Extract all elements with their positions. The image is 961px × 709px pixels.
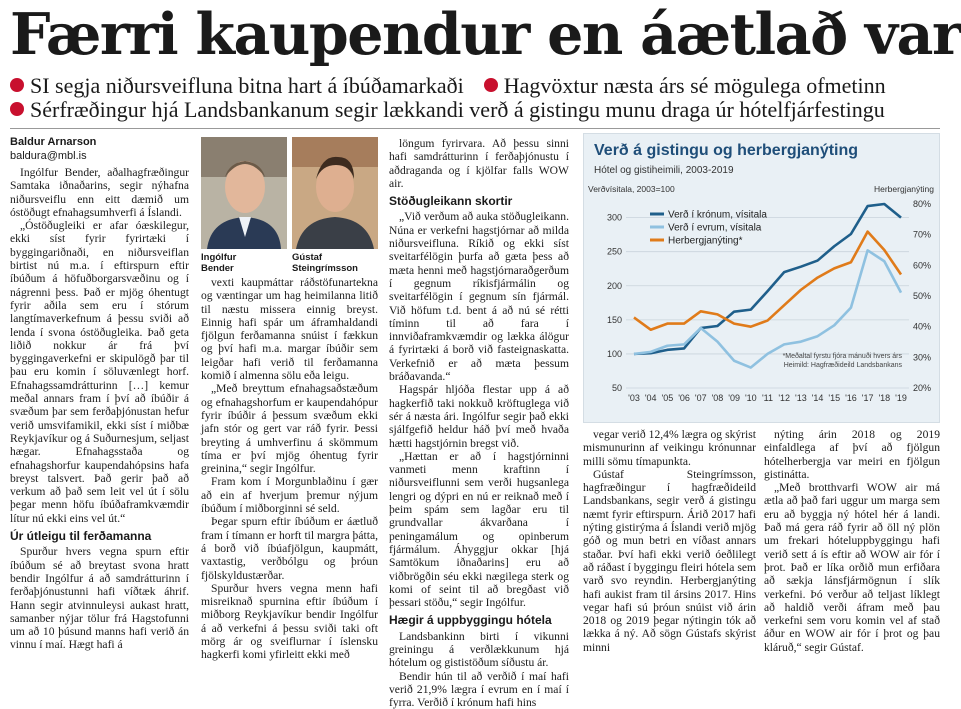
paragraph: Þegar spurn eftir íbúðum er áætluð fram í tímann er horft til margra þátta, á borð við íbúafjölgun, kaupmátt, vaxtastig, verðbólgu og þróun fjölskyldustærðar. — [201, 515, 378, 582]
x-tick-label: '12 — [778, 393, 791, 403]
y-tick-label-left: 200 — [606, 280, 622, 291]
paragraph: Landsbankinn birti í vikunni greiningu á verðlækkunum hjá hótelum og gististöðum síðustu ár. — [389, 629, 569, 670]
section-heading: Hægir á uppbyggingu hótela — [389, 613, 552, 628]
bullet-icon — [10, 78, 24, 92]
photo-gustaf-steingrimsson — [292, 137, 378, 249]
y-tick-label-right: 80% — [913, 199, 932, 209]
paragraph: Fram kom í Morgunblaðinu í gær að ein af hverjum þremur nýjum íbúðum í miðborginni sé seld. — [201, 475, 378, 516]
chart-source: Heimild: Hagfræðideild Landsbankans — [783, 362, 902, 369]
x-tick-label: '03 — [628, 393, 640, 403]
paragraph: nýting árin 2018 og 2019 einfaldlega af því að fjölgun hótelherbergja var meiri en fjölgun gistinátta. — [764, 428, 940, 481]
subhead-row-1 — [10, 74, 945, 98]
x-tick-label: '13 — [795, 393, 807, 403]
paragraph: „Með brotthvarfi WOW air má ætla að það fari uggur um marga sem eru að byggja ný hótel hér á landi. Það má gera ráð fyrir að öll ný plön um frekari hóteluppbyggingu hafi verið sett á ís eftir að WOW air fór í þrot. Það er líka orðið mun erfiðara að sækja lánsfjármögnun í slík verkefni. Þó verður að teljast líklegt að haldið verði áfram með þau verkefni sem voru komin vel af stað áður en WOW air fór í þrot og þau kláruð,“ segir Gústaf. — [764, 481, 940, 654]
paragraph: vexti kaupmáttar ráðstöfunartekna og væntingar um hag heimilanna litið til næstu missera einnig breyst. Einnig hafi spár um áframhaldandi fjölgun ferðamanna snúist í fækkun og því hafi m.a. margar íbúðir sem leigðar hafi verið til ferðamanna komið í almenna sölu eða leigu. — [201, 276, 378, 383]
y-tick-label-left: 300 — [606, 212, 622, 223]
paragraph: Spurður hvers vegna spurn eftir íbúðum sé að breytast svona hratt bendir Ingólfur á að samdrátturinn í ferðaþjónustunni hafi víðtæk áhrif. Hann segir atvinnuleysi aukast hratt, samanber nýjar tölur frá Hagstofunni um að 10 þúsund manns hafi verið án vinnu í maí. Hægt hafi á — [10, 545, 189, 652]
chart-title: Verð á gistingu og herbergjanýting — [594, 142, 859, 159]
legend-label: Herbergjanýting* — [668, 235, 743, 247]
chart-box — [583, 133, 940, 423]
x-tick-label: '07 — [694, 393, 707, 403]
column-3 — [389, 137, 569, 709]
y-tick-label-right: 40% — [913, 321, 932, 332]
chart-footnote: *Meðaltal fyrstu fjóra mánuði hvers árs — [782, 353, 902, 360]
paragraph: Bendir hún til að verðið í maí hafi verið 21,9% lægra í evrum en í maí í fyrra. Verðið í krónum hafi hins — [389, 669, 569, 709]
caption-line: Ingólfur — [201, 252, 237, 263]
subhead-2: Hagvöxtur næsta árs sé mögulega ofmetinn — [503, 73, 886, 98]
caption-line: Steingrímsson — [292, 263, 358, 274]
x-tick-label: '17 — [861, 393, 874, 403]
y-tick-label-right: 20% — [913, 383, 932, 393]
y-tick-label-right: 70% — [913, 229, 932, 240]
bullet-icon — [10, 102, 24, 116]
column-4 — [583, 428, 756, 654]
x-tick-label: '19 — [895, 393, 907, 403]
y-tick-label-left: 50 — [611, 383, 622, 393]
caption-line: Gústaf — [292, 252, 323, 263]
portrait-icon — [201, 137, 287, 249]
x-tick-label: '11 — [761, 393, 774, 403]
y-axis-label-right: Herbergjanýting — [873, 184, 934, 194]
y-tick-label-left: 250 — [606, 246, 622, 257]
author-name: Baldur Arnarson — [10, 136, 97, 148]
x-tick-label: '09 — [728, 393, 740, 403]
section-heading: Stöðugleikann skortir — [389, 194, 513, 209]
paragraph: löngum fyrirvara. Að þessu sinni hafi samdrátturinn í ferðaþjónustu í aðdraganda og í kjölfar falls WOW air. — [389, 137, 569, 190]
photo-caption-2 — [292, 252, 378, 274]
headline: Færri kaupendur en áætlað var — [10, 1, 961, 68]
x-tick-label: '05 — [661, 393, 674, 403]
y-tick-label-left: 150 — [606, 314, 622, 325]
caption-line: Bender — [201, 263, 234, 274]
x-tick-label: '06 — [678, 393, 690, 403]
byline — [10, 135, 96, 163]
paragraph: Hagspár hljóða flestar upp á að hagkerfið taki nokkuð kröftuglega við sér á næsta ári. Ingólfur segir það ekki sjálfgefið heldur háð því með hvaða hætti hagstjórnin bregst við. — [389, 383, 569, 450]
y-axis-label-left: Verðvísitala, 2003=100 — [588, 184, 675, 194]
column-5 — [764, 428, 940, 654]
author-email[interactable]: baldura@mbl.is — [10, 150, 87, 162]
x-tick-label: '04 — [644, 393, 657, 403]
portrait-icon — [292, 137, 378, 249]
x-tick-label: '10 — [744, 393, 757, 403]
y-tick-label-right: 50% — [913, 291, 932, 301]
subheads — [10, 74, 945, 122]
x-tick-label: '14 — [811, 393, 824, 403]
section-heading: Úr útleigu til ferðamanna — [10, 529, 152, 544]
y-tick-label-right: 60% — [913, 260, 932, 271]
paragraph: Spurður hvers vegna menn hafi misreiknað spurnina eftir íbúðum í miðborg Reykjavíkur bendir Ingólfur á að verkefni á þessu sviði taki oft mörg ár og sveiflurnar í íslensku hagkerfi komi yfirleitt ekki með — [201, 581, 378, 662]
paragraph: „Við verðum að auka stöðugleikann. Núna er verkefni hagstjórnar að milda niðursveifluna. Ríkið og ekki síst sveitarfélögin þurfa að gæta þess að mæta henni með hagstjórnaraðgerðum í gegnum ríkisfjármálin og sveitarfélögin í gegnum sín fjármál. Við höfum t.d. bent á að nú sé rétti tíminn til að fara í innviðaframkvæmdir og lækka álögur á fyrirtæki á borð við fasteignaskatta. Verkefnið er að mæta þessum bráðavanda.“ — [389, 210, 569, 384]
chart-subtitle: Hótel og gistiheimili, 2003-2019 — [594, 165, 734, 176]
subhead-row-2 — [10, 98, 945, 122]
y-tick-label-left: 100 — [606, 348, 622, 359]
subhead-1: SI segja niðursveifluna bitna hart á íbúðamarkaði — [30, 73, 464, 98]
subhead-3: Sérfræðingur hjá Landsbankanum segir lækkandi verð á gistingu munu draga úr hótelfjárfestingu — [30, 97, 885, 122]
column-1 — [10, 166, 189, 652]
line-chart — [584, 180, 939, 420]
paragraph: vegar verið 12,4% lægra og skýrist mismunurinn af veikingu krónunnar milli sömu tímapunkta. — [583, 428, 756, 468]
x-tick-label: '08 — [711, 393, 724, 403]
x-tick-label: '15 — [828, 393, 841, 403]
paragraph: Ingólfur Bender, aðalhagfræðingur Samtaka iðnaðarins, segir nýhafna niðursveiflu enn eitt dæmið um óstöðugt efnahagsumhverfi á Íslandi. — [10, 166, 189, 219]
x-tick-label: '18 — [878, 393, 891, 403]
paragraph: Gústaf Steingrímsson, hagfræðingur í hagfræðideild Landsbankans, segir verð á gistingu næmt fyrir eftirspurn. Árið 2017 hafi nýting gistirýma á Íslandi verið mjög góð og mun betri en víðast annars staðar. Því hafi ekki verið óeðlilegt að ráðast í byggingu fleiri hótela sem varð svo reyndin. Herbergjanýting hafi aukist fram til ársins 2017. Hins vegar hafi sú þróun snúist við árin 2018 og 2019 þegar nýtingin tók að lækka á ný. Að sögn Gústafs skýrist minni — [583, 467, 756, 654]
paragraph: „Óstöðugleiki er afar óæskilegur, ekki síst fyrir fyrirtæki í byggingariðnaði, en niðursveiflan birtist nú m.a. í eftirspurn eftir íbúðum á höfuðborgarsvæðinu og í nágrenni þess. Það er mjög óhentugt fyrir aðila sem eru í stórum langtímaverkefnum á þessu sviði að lenda í svona óstöðugleika. Það geta liðið nokkur ár frá því byggingaverkefni er skipulögð þar til þau eru komin í söluvænlegt horf. Efnahagssamdrátturinn […] kemur meðal annars fram í því að íbúðir á svæðum þar sem ferðaþjónustan hefur verið umsvifamikil, ekki síst í miðbæ Reykjavíkur og á Suðurnesjum, seljast hægar. Efnahagsstaða og efnahagshorfur kaupendahópsins hafa breyst talsvert. Það gerir það að verkum að það sem leit vel út í sölu þegar menn höfu íbúðaframkvæmdir lítur nú ekki eins vel út.“ — [10, 219, 189, 525]
photo-caption-1 — [201, 252, 287, 274]
column-2 — [201, 276, 378, 662]
paragraph: „Hættan er að í hagstjórninni vanmeti menn kraftinn í niðursveiflunni sem verði hugsanlega lengri og dýpri en nú er reiknað með í þeim spám sem lagðar eru til grundvallar ákvarðana í peningamálum og opinberum fjármálum. Áhyggjur okkar [hjá Samtökum iðnaðarins] eru að viðbrögðin séu ekki nægilega sterk og komi of seint til að bregðast við þessari stöðu,“ segir Ingólfur. — [389, 449, 569, 610]
legend-label: Verð í krónum, vísitala — [668, 209, 767, 221]
x-tick-label: '16 — [845, 393, 857, 403]
paragraph: „Með breyttum efnahagsaðstæðum og efnahagshorfum er kaupendahópur fyrir íbúðir á þessum svæðum ekki jafn stór og gert var ráð fyrir. Þessi breyting á umhverfinu á skömmum tíma er því mjög óhentug fyrir greinina,“ segir Ingólfur. — [201, 382, 378, 476]
top-rule — [10, 128, 940, 129]
bullet-icon — [484, 78, 498, 92]
photo-ingolfur-bender — [201, 137, 287, 249]
y-tick-label-right: 30% — [913, 352, 932, 363]
legend-label: Verð í evrum, vísitala — [668, 222, 762, 234]
